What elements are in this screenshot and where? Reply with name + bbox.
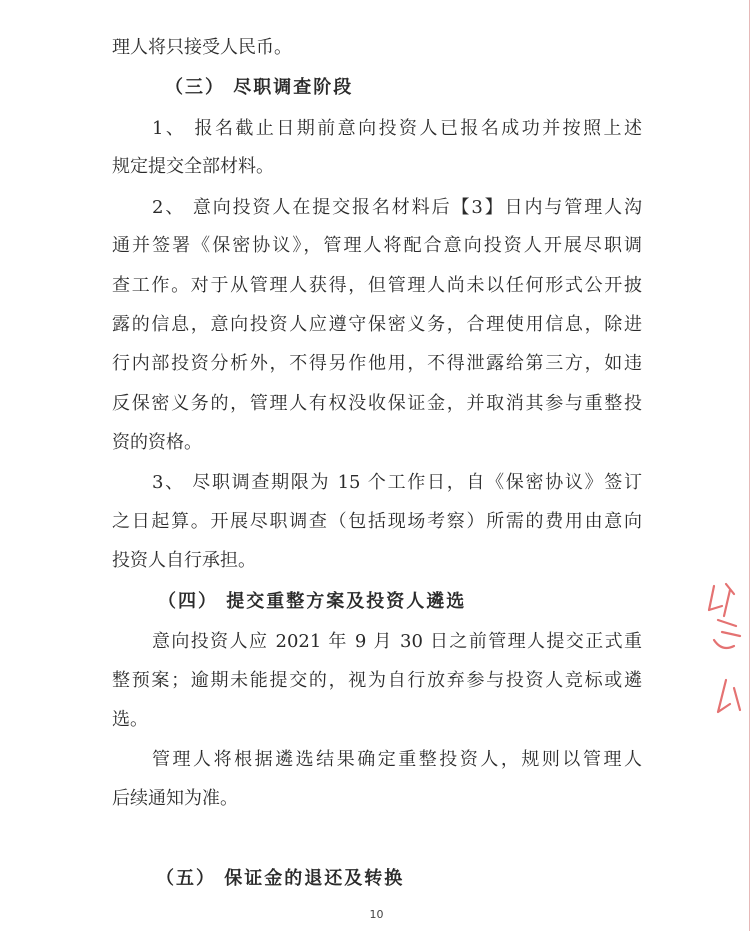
line-8: 行内部投资分析外，不得另作他用，不得泄露给第三方，如违: [112, 353, 642, 374]
line-6: 查工作。对于从管理人获得，但管理人尚未以任何形式公开披: [112, 275, 642, 296]
line-18: 管理人将根据遴选结果确定重整投资人，规则以管理人: [152, 749, 642, 770]
line-11: 3、 尽职调查期限为 15 个工作日，自《保密协议》签订: [152, 472, 642, 493]
section-heading-5: （五） 保证金的退还及转换: [156, 868, 405, 889]
line-0: 理人将只接受人民币。: [112, 37, 292, 58]
line-5: 通并签署《保密协议》，管理人将配合意向投资人开展尽职调: [112, 235, 642, 256]
line-17: 选。: [112, 709, 148, 730]
section-heading-3: （三） 尽职调查阶段: [165, 77, 354, 98]
line-19: 后续通知为准。: [112, 788, 238, 809]
line-10: 资的资格。: [112, 432, 202, 453]
line-3: 规定提交全部材料。: [112, 156, 274, 177]
line-7: 露的信息，意向投资人应遵守保密义务，合理使用信息，除进: [112, 314, 642, 335]
line-12: 之日起算。开展尽职调查（包括现场考察）所需的费用由意向: [112, 511, 642, 532]
line-9: 反保密义务的，管理人有权没收保证金，并取消其参与重整投: [112, 393, 642, 414]
line-16: 整预案；逾期未能提交的，视为自行放弃参与投资人竞标或遴: [112, 670, 642, 691]
line-13: 投资人自行承担。: [112, 550, 256, 571]
section-heading-4: （四） 提交重整方案及投资人遴选: [158, 591, 467, 612]
line-4: 2、 意向投资人在提交报名材料后【3】日内与管理人沟: [152, 197, 642, 218]
page-edge-line: [749, 0, 750, 931]
line-15: 意向投资人应 2021 年 9 月 30 日之前管理人提交正式重: [152, 631, 642, 652]
seal-stamp-fragment: [700, 580, 753, 740]
page-number: 10: [369, 908, 384, 921]
line-2: 1、 报名截止日期前意向投资人已报名成功并按照上述: [152, 118, 642, 139]
